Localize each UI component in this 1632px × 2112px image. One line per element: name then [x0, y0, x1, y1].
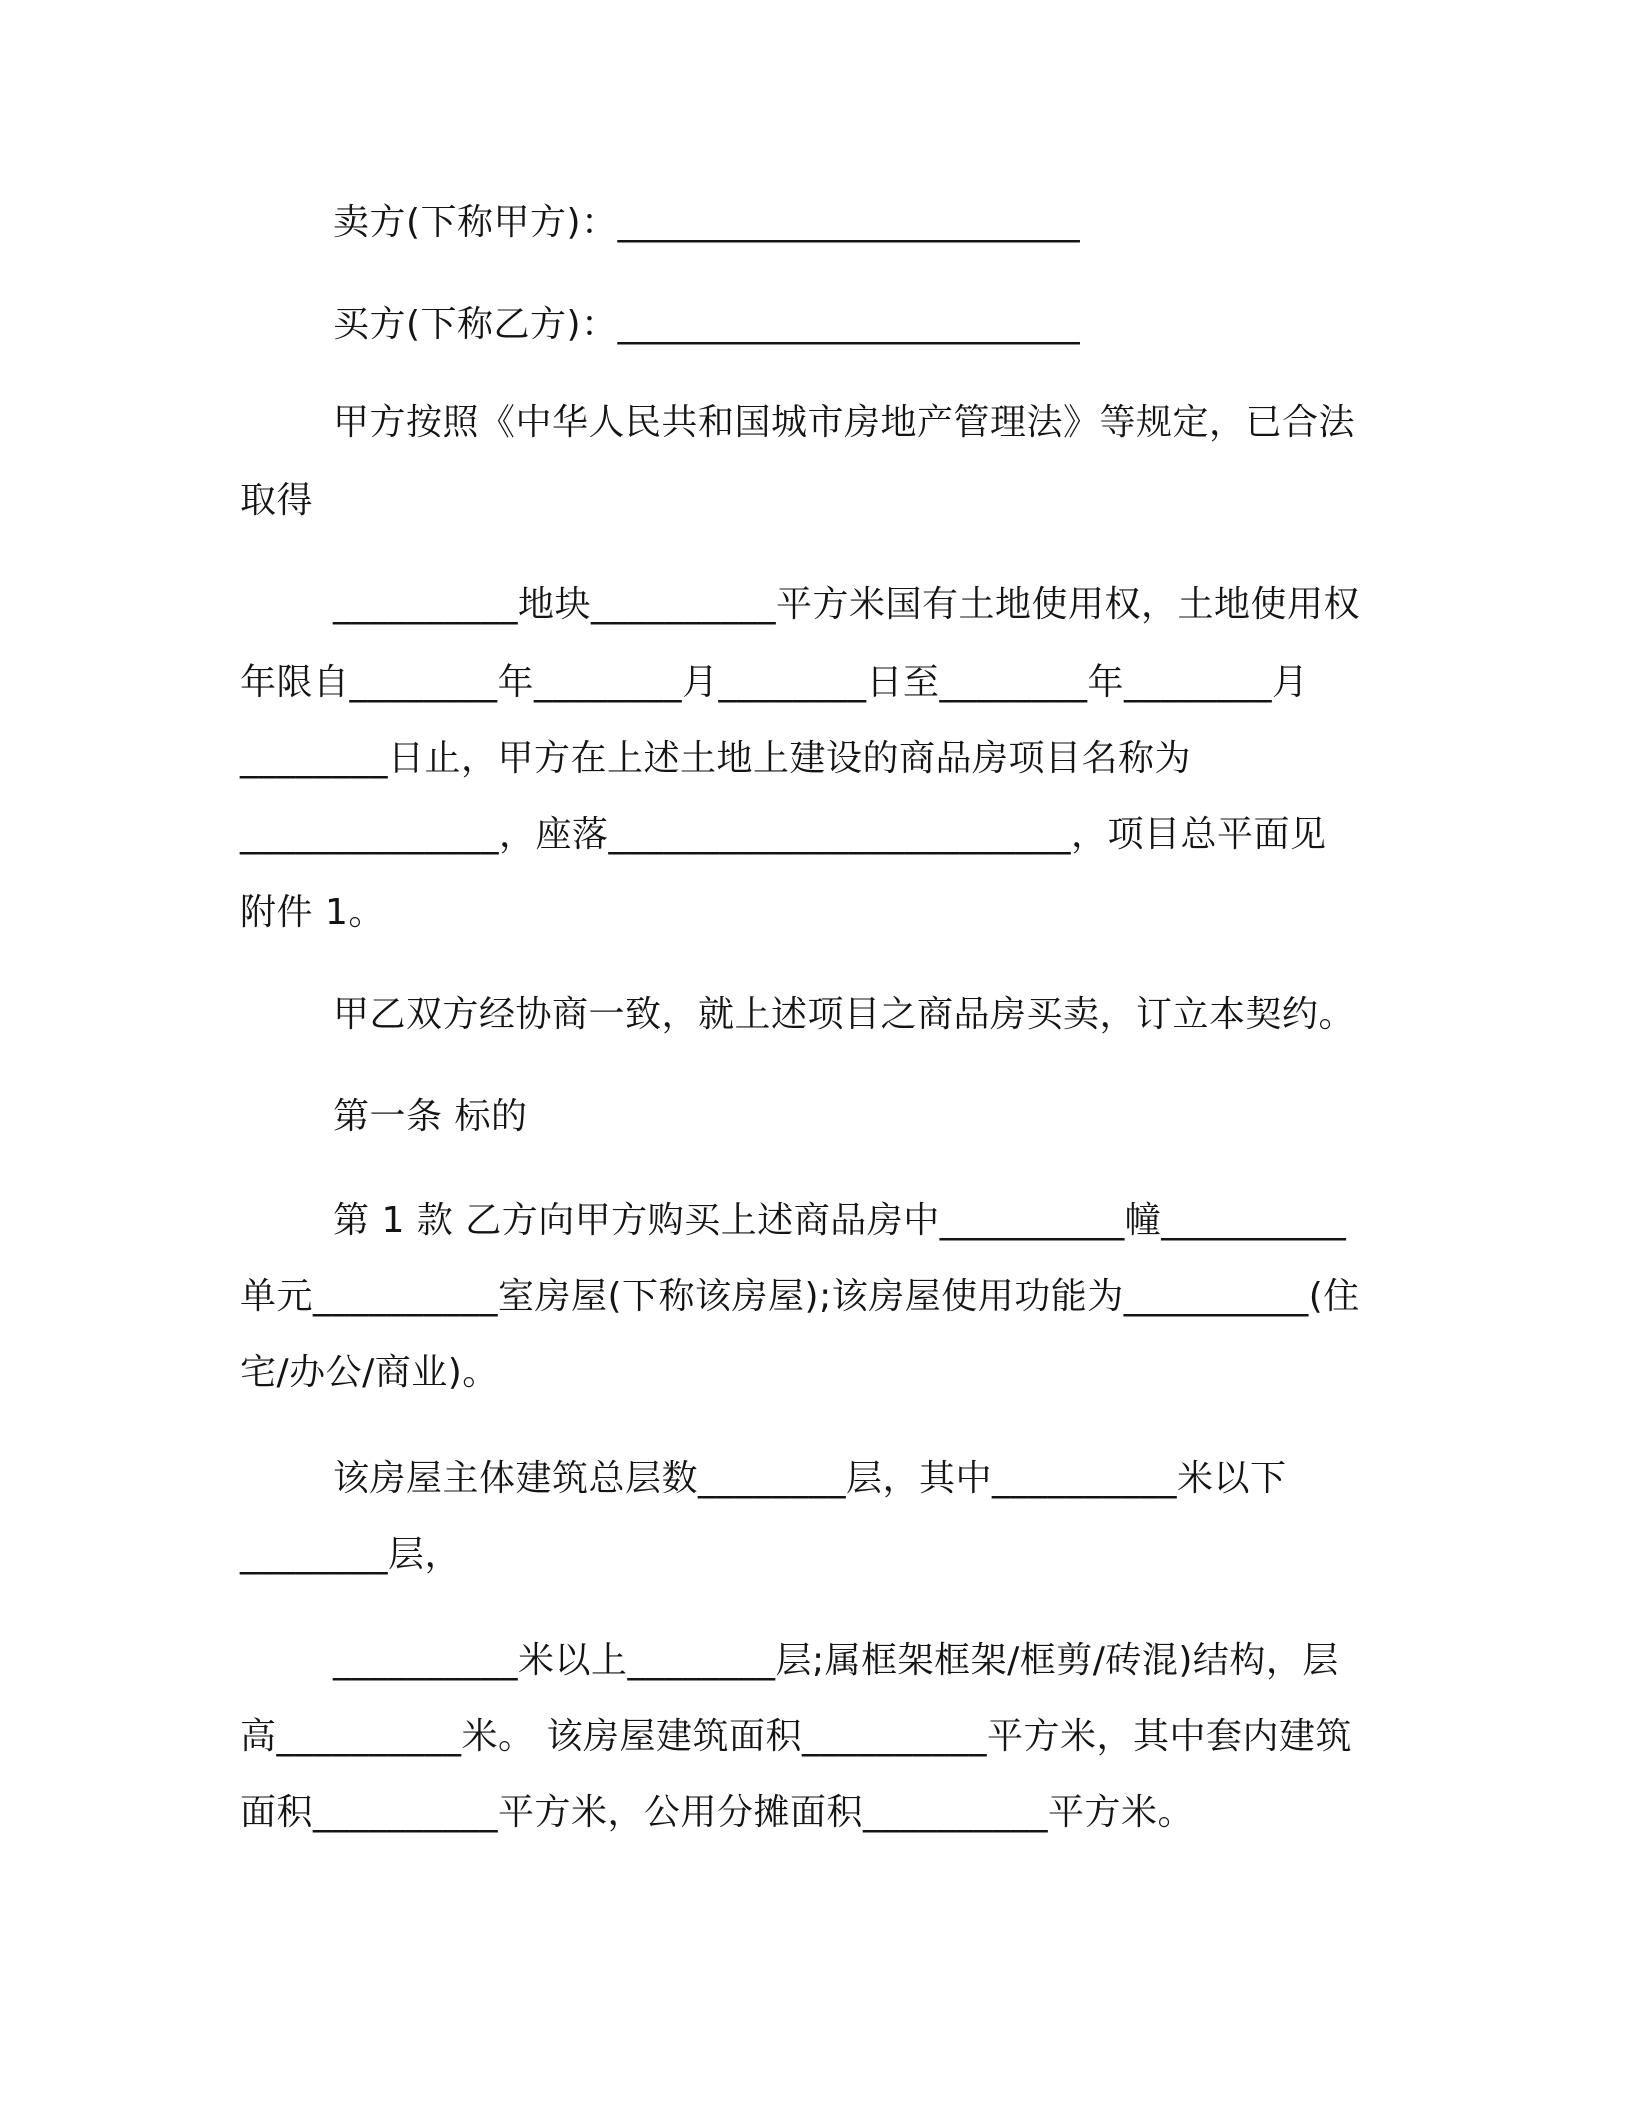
paragraph-line: ________日止，甲方在上述土地上建设的商品房项目名称为: [240, 738, 1192, 779]
paragraph-line: ________层，: [240, 1534, 462, 1575]
paragraph-line: 单元__________室房屋(下称该房屋);该房屋使用功能为__________(住: [240, 1276, 1360, 1317]
paragraph-line: __________米以上________层;属框架框架/框剪/砖混)结构，层: [333, 1640, 1339, 1681]
paragraph-line: 甲乙双方经协商一致，就上述项目之商品房买卖，订立本契约。: [333, 994, 1356, 1035]
paragraph-line: 甲方按照《中华人民共和国城市房地产管理法》等规定，已合法: [333, 402, 1356, 443]
paragraph-line: 第 1 款 乙方向甲方购买上述商品房中__________幢__________: [333, 1200, 1347, 1241]
paragraph-line: 取得: [240, 480, 314, 521]
paragraph-line: 年限自________年________月________日至________年________月: [240, 662, 1309, 703]
section-heading: 第一条 标的: [333, 1096, 528, 1137]
paragraph-line: 面积__________平方米，公用分摊面积__________平方米。: [240, 1792, 1195, 1833]
paragraph-line: 附件 1。: [240, 892, 385, 933]
seller-line: 卖方(下称甲方)：_________________________: [333, 202, 1081, 243]
paragraph-line: __________地块__________平方米国有土地使用权，土地使用权: [333, 584, 1361, 625]
paragraph-line: ______________，座落_________________________，项目总平面见: [240, 814, 1327, 855]
paragraph-line: 宅/办公/商业)。: [240, 1352, 499, 1393]
paragraph-line: 高__________米。 该房屋建筑面积__________平方米，其中套内建筑: [240, 1716, 1352, 1757]
paragraph-line: 该房屋主体建筑总层数________层，其中__________米以下: [333, 1458, 1287, 1499]
buyer-line: 买方(下称乙方)：_________________________: [333, 304, 1081, 345]
